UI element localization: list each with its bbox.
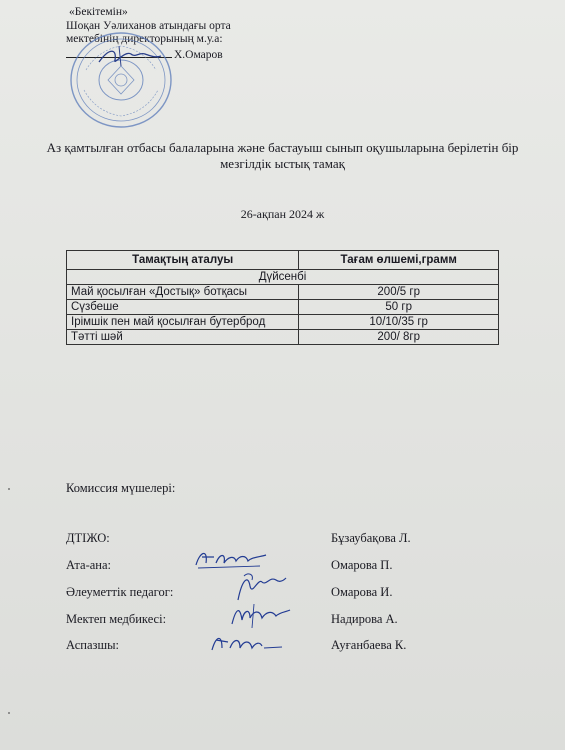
document-title: Аз қамтылған отбасы балаларына және бастауыш сынып оқушыларына берілетін бір мезгілдік ыстық тамақ [46, 140, 519, 171]
dish-amount: 10/10/35 гр [299, 315, 499, 330]
scan-speck [8, 488, 10, 490]
day-row [67, 270, 499, 285]
nurse-signature [224, 600, 294, 630]
member-name: Омарова И. [331, 585, 393, 599]
dish-name: Май қосылған «Достық» ботқасы [67, 285, 299, 300]
member-role: ДТІЖО: [66, 531, 110, 545]
member-role: Мектеп медбикесі: [66, 612, 167, 626]
approval-director-line: мектебінің директорының м.у.а: [66, 33, 223, 45]
director-name: Х.Омаров [174, 48, 223, 61]
day-label: Дүйсенбі [67, 270, 499, 285]
dish-amount: 50 гр [299, 300, 499, 315]
dish-amount: 200/5 гр [299, 285, 499, 300]
header-portion-size: Тағам өлшемі,грамм [299, 251, 499, 270]
cook-signature [206, 630, 286, 658]
document-date: 26-ақпан 2024 ж [240, 207, 325, 221]
commission-label: Комиссия мүшелері: [66, 481, 176, 495]
table-header-row [67, 251, 499, 270]
table-row [67, 315, 499, 330]
member-role: Әлеуметтік педагог: [66, 585, 174, 599]
dish-amount: 200/ 8гр [299, 330, 499, 345]
table-row [67, 330, 499, 345]
scan-speck [8, 712, 10, 714]
parent-signature [190, 545, 270, 573]
member-role: Аспазшы: [66, 638, 119, 652]
director-signature [95, 40, 165, 70]
dish-name: Ірімшік пен май қосылған бутерброд [67, 315, 299, 330]
member-role: Ата-ана: [66, 558, 111, 572]
approval-school-line: Шоқан Уәлиханов атындағы орта [66, 19, 231, 32]
dish-name: Сүзбеше [67, 300, 299, 315]
member-name: Ауғанбаева К. [331, 638, 407, 652]
member-name: Надирова А. [331, 612, 398, 626]
table-row [67, 300, 499, 315]
social-pedagogue-signature [228, 570, 288, 604]
table-row [67, 285, 499, 300]
dish-name: Тәтті шәй [67, 330, 299, 345]
header-dish-name: Тамақтың аталуы [67, 251, 299, 270]
member-name: Омарова П. [331, 558, 393, 572]
approval-heading: «Бекітемін» [69, 6, 128, 18]
member-name: Бұзаубақова Л. [331, 531, 411, 545]
menu-table [66, 250, 499, 345]
